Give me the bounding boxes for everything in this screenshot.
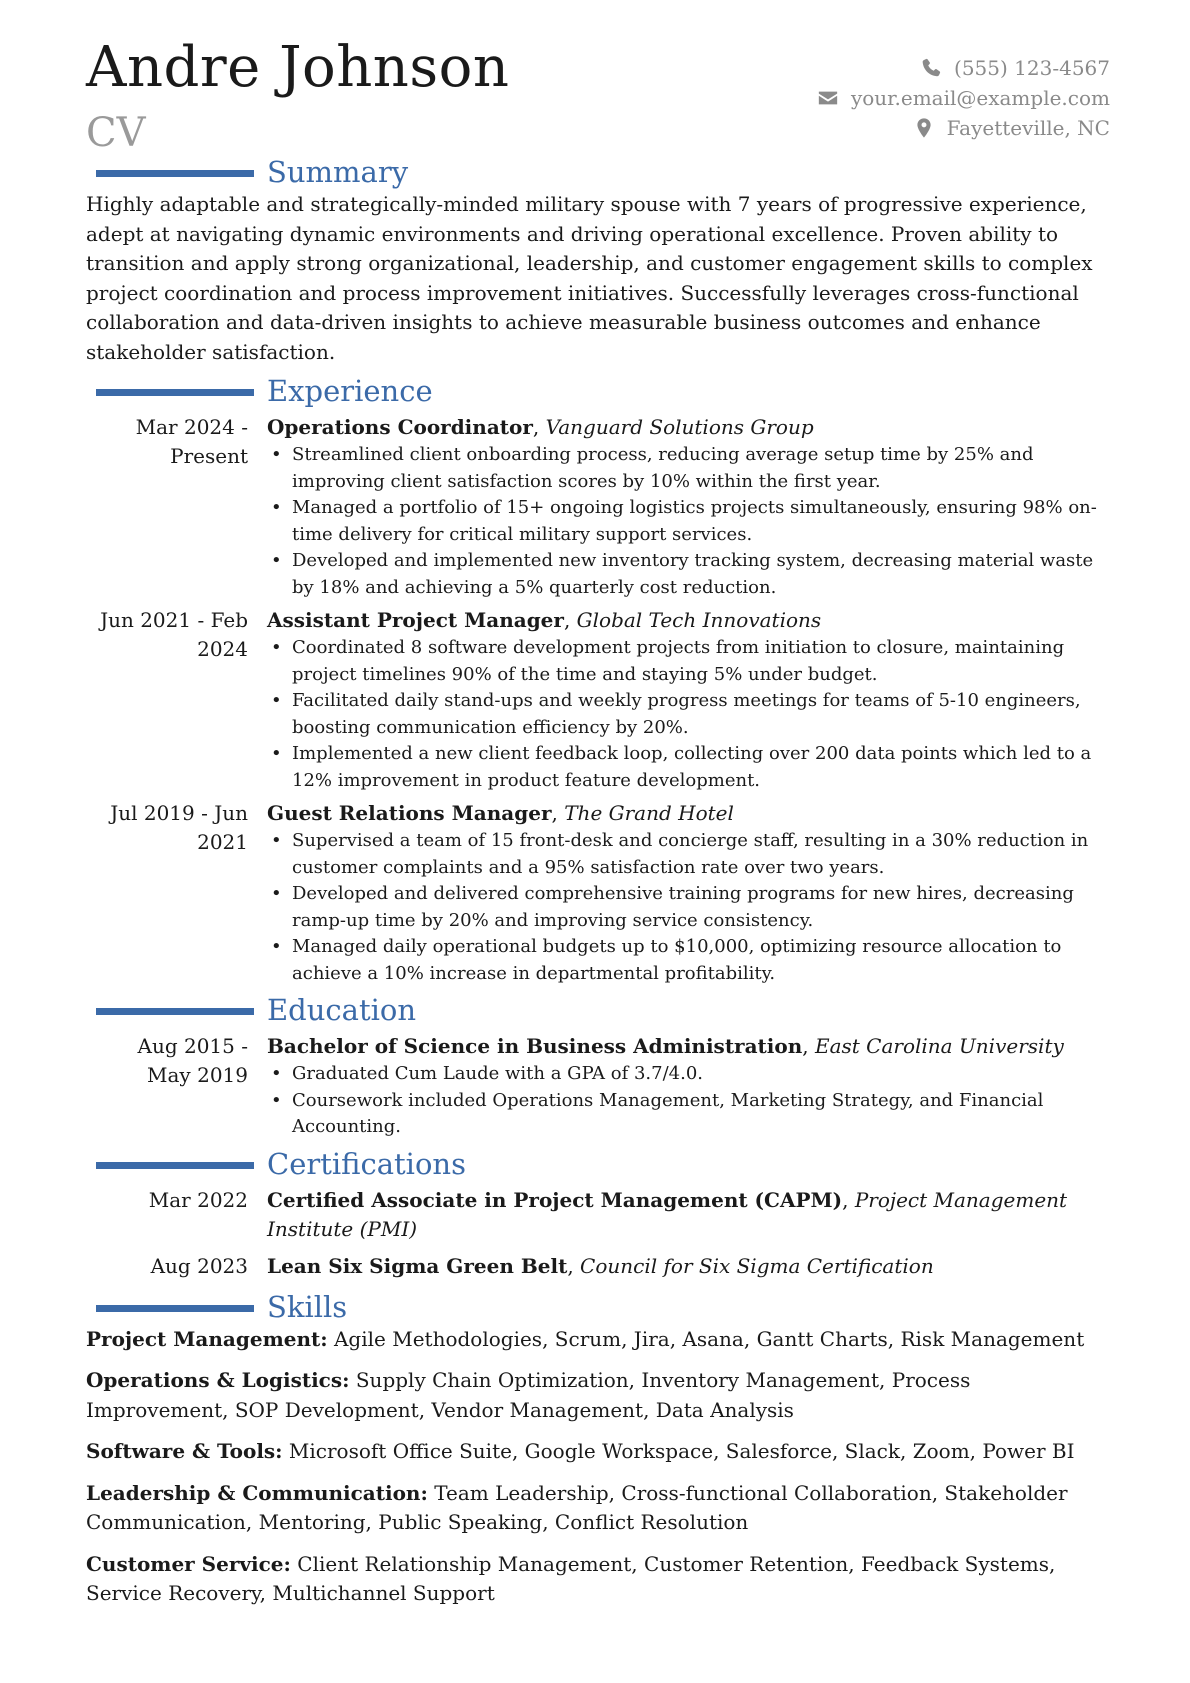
- experience-list: [86, 413, 1116, 987]
- education-list: [86, 1032, 1116, 1141]
- experience-body: [267, 413, 1116, 601]
- certification-heading: Certified Associate in Project Management (CAPM), Project Management Institute (PMI): [267, 1187, 1068, 1241]
- experience-title: Assistant Project Manager: [267, 608, 564, 632]
- section-skills-heading: [86, 1289, 1116, 1325]
- skill-group-values: Microsoft Office Suite, Google Workspace, Salesforce, Slack, Zoom, Power BI: [288, 1439, 1075, 1463]
- certification-heading: Lean Six Sigma Green Belt, Council for Six Sigma Certification: [267, 1253, 934, 1278]
- date-line: Mar 2024 -: [135, 415, 248, 439]
- certification-entry: [86, 1252, 1116, 1281]
- phone-number[interactable]: (555) 123-4567: [954, 56, 1110, 80]
- bullet-item: • Facilitated daily stand-ups and weekly progress meetings for teams of 5-10 engineers, boosting communication efficiency by 20%.: [267, 688, 1116, 741]
- experience-bullets: [267, 635, 1116, 794]
- bullet-item: • Developed and delivered comprehensive training programs for new hires, decreasing ramp-up time by 20% and improving service consistency.: [267, 881, 1116, 934]
- date-line: Jul 2019 - Jun: [110, 801, 248, 825]
- bullet-item: • Supervised a team of 15 front-desk and concierge staff, resulting in a 30% reduction in customer complaints and a 95% satisfaction rate over two years.: [267, 828, 1116, 881]
- date-line: Aug 2015 -: [137, 1034, 248, 1058]
- education-bullets: [267, 1061, 1116, 1141]
- skill-group: [86, 1325, 1116, 1355]
- skill-group-label: Leadership & Communication:: [86, 1480, 428, 1505]
- experience-heading: Operations Coordinator, Vanguard Solutions Group: [267, 415, 814, 439]
- section-bar: [96, 1162, 254, 1169]
- cv-page: [86, 0, 1116, 1621]
- section-title: Education: [267, 993, 417, 1027]
- section-title: Experience: [267, 374, 433, 408]
- skill-group-label: Project Management:: [86, 1326, 328, 1351]
- section-title: Certifications: [267, 1146, 466, 1181]
- experience-title: Operations Coordinator: [267, 415, 533, 439]
- bullet-item: • Implemented a new client feedback loop, collecting over 200 data points which led to a 12% improvement in product feature development.: [267, 741, 1116, 794]
- certification-date: Mar 2022: [148, 1187, 248, 1212]
- section-bar: [96, 1008, 254, 1015]
- experience-entry: [86, 413, 1116, 601]
- experience-organization: Vanguard Solutions Group: [545, 415, 814, 439]
- date-line: Jun 2021 - Feb: [100, 608, 248, 632]
- section-title: Skills: [267, 1289, 348, 1324]
- certification-title: Lean Six Sigma Green Belt: [267, 1253, 568, 1278]
- summary-text: Highly adaptable and strategically-minded military spouse with 7 years of progressive experience, adept at navigating dynamic environments and driving operational excellence. Proven ability to transition and apply strong organizational, leadership, and customer engagement skills to complex project coordination and process improvement initiatives. Successfully leverages cross-functional collaboration and data-driven insights to achieve measurable business outcomes and enhance stakeholder satisfaction.: [86, 192, 1093, 364]
- section-education-heading: [86, 992, 1116, 1028]
- experience-date: [86, 799, 267, 987]
- section-summary-heading: [86, 154, 1116, 190]
- certification-body: [267, 1252, 1116, 1281]
- phone-icon: [920, 57, 942, 79]
- education-heading: Bachelor of Science in Business Administration, East Carolina University: [267, 1034, 1064, 1058]
- experience-heading: Assistant Project Manager, Global Tech Innovations: [267, 608, 822, 632]
- experience-heading: Guest Relations Manager, The Grand Hotel: [267, 801, 734, 825]
- document-subtitle: CV: [86, 110, 146, 156]
- bullet-item: • Developed and implemented new inventory tracking system, decreasing material waste by 18% and achieving a 5% quarterly cost reduction.: [267, 548, 1116, 601]
- bullet-item: • Managed a portfolio of 15+ ongoing logistics projects simultaneously, ensuring 98% on-time delivery for critical military support services.: [267, 495, 1116, 548]
- date-line: 2021: [197, 830, 248, 854]
- certification-date: Aug 2023: [150, 1253, 248, 1278]
- skill-group: [86, 1366, 1116, 1425]
- skill-group-values: Supply Chain Optimization, Inventory Management, Process Improvement, SOP Development, Vendor Management, Data Analysis: [86, 1368, 971, 1422]
- certification-body: [267, 1186, 1116, 1244]
- certification-issuer: Project Management Institute (PMI): [267, 1187, 1068, 1241]
- experience-bullets: [267, 442, 1116, 601]
- certifications-list: [86, 1186, 1116, 1281]
- section-bar: [96, 170, 254, 177]
- bullet-item: • Coordinated 8 software development projects from initiation to closure, maintaining project timelines 90% of the time and staying 5% under budget.: [267, 635, 1116, 688]
- experience-date: [86, 606, 267, 794]
- email-address[interactable]: your.email@example.com: [850, 86, 1110, 110]
- skill-group-label: Software & Tools:: [86, 1439, 283, 1463]
- skill-group: [86, 1479, 1116, 1538]
- section-certifications-heading: [86, 1146, 1116, 1182]
- contact-block: [817, 53, 1110, 143]
- education-organization: East Carolina University: [814, 1034, 1064, 1058]
- envelope-icon: [817, 87, 839, 109]
- skill-group-values: Client Relationship Management, Customer Retention, Feedback Systems, Service Recovery, Multichannel Support: [86, 1551, 1056, 1605]
- bullet-item: • Managed daily operational budgets up to $10,000, optimizing resource allocation to achieve a 10% increase in departmental profitability.: [267, 934, 1116, 987]
- education-title: Bachelor of Science in Business Administration: [267, 1034, 803, 1058]
- certification-entry: [86, 1186, 1116, 1244]
- experience-organization: The Grand Hotel: [564, 801, 734, 825]
- skill-group: [86, 1437, 1116, 1467]
- section-title: Summary: [267, 155, 409, 189]
- skill-group-label: Customer Service:: [86, 1551, 291, 1576]
- experience-date: [86, 413, 267, 601]
- bullet-item: • Graduated Cum Laude with a GPA of 3.7/4.0.: [267, 1061, 1116, 1088]
- candidate-name: Andre Johnson: [86, 35, 510, 100]
- skill-group: [86, 1550, 1116, 1609]
- education-body: [267, 1032, 1116, 1141]
- skills-list: [86, 1325, 1116, 1609]
- skill-group-values: Team Leadership, Cross-functional Collaboration, Stakeholder Communication, Mentoring, Public Speaking, Conflict Resolution: [86, 1480, 1068, 1534]
- contact-location: [817, 113, 1110, 143]
- date-line: Present: [170, 444, 248, 468]
- date-line: 2024: [197, 637, 248, 661]
- certification-title: Certified Associate in Project Management (CAPM): [267, 1187, 843, 1212]
- experience-bullets: [267, 828, 1116, 987]
- certification-issuer: Council for Six Sigma Certification: [580, 1253, 934, 1278]
- cv-header: [86, 0, 1116, 160]
- bullet-item: • Streamlined client onboarding process, reducing average setup time by 25% and improving client satisfaction scores by 10% within the first year.: [267, 442, 1116, 495]
- education-date: [86, 1032, 267, 1141]
- skill-group-values: Agile Methodologies, Scrum, Jira, Asana, Gantt Charts, Risk Management: [333, 1326, 1085, 1351]
- map-pin-icon: [913, 117, 935, 139]
- experience-title: Guest Relations Manager: [267, 801, 552, 825]
- contact-email: [817, 83, 1110, 113]
- experience-entry: [86, 606, 1116, 794]
- skill-group-label: Operations & Logistics:: [86, 1368, 350, 1392]
- education-entry: [86, 1032, 1116, 1141]
- section-experience-heading: [86, 373, 1116, 409]
- experience-entry: [86, 799, 1116, 987]
- bullet-item: • Coursework included Operations Management, Marketing Strategy, and Financial Accounting.: [267, 1088, 1116, 1141]
- contact-phone: [817, 53, 1110, 83]
- section-bar: [96, 1305, 254, 1312]
- location-text: Fayetteville, NC: [946, 116, 1110, 140]
- experience-body: [267, 799, 1116, 987]
- date-line: May 2019: [147, 1063, 248, 1087]
- experience-organization: Global Tech Innovations: [576, 608, 822, 632]
- section-bar: [96, 389, 254, 396]
- experience-body: [267, 606, 1116, 794]
